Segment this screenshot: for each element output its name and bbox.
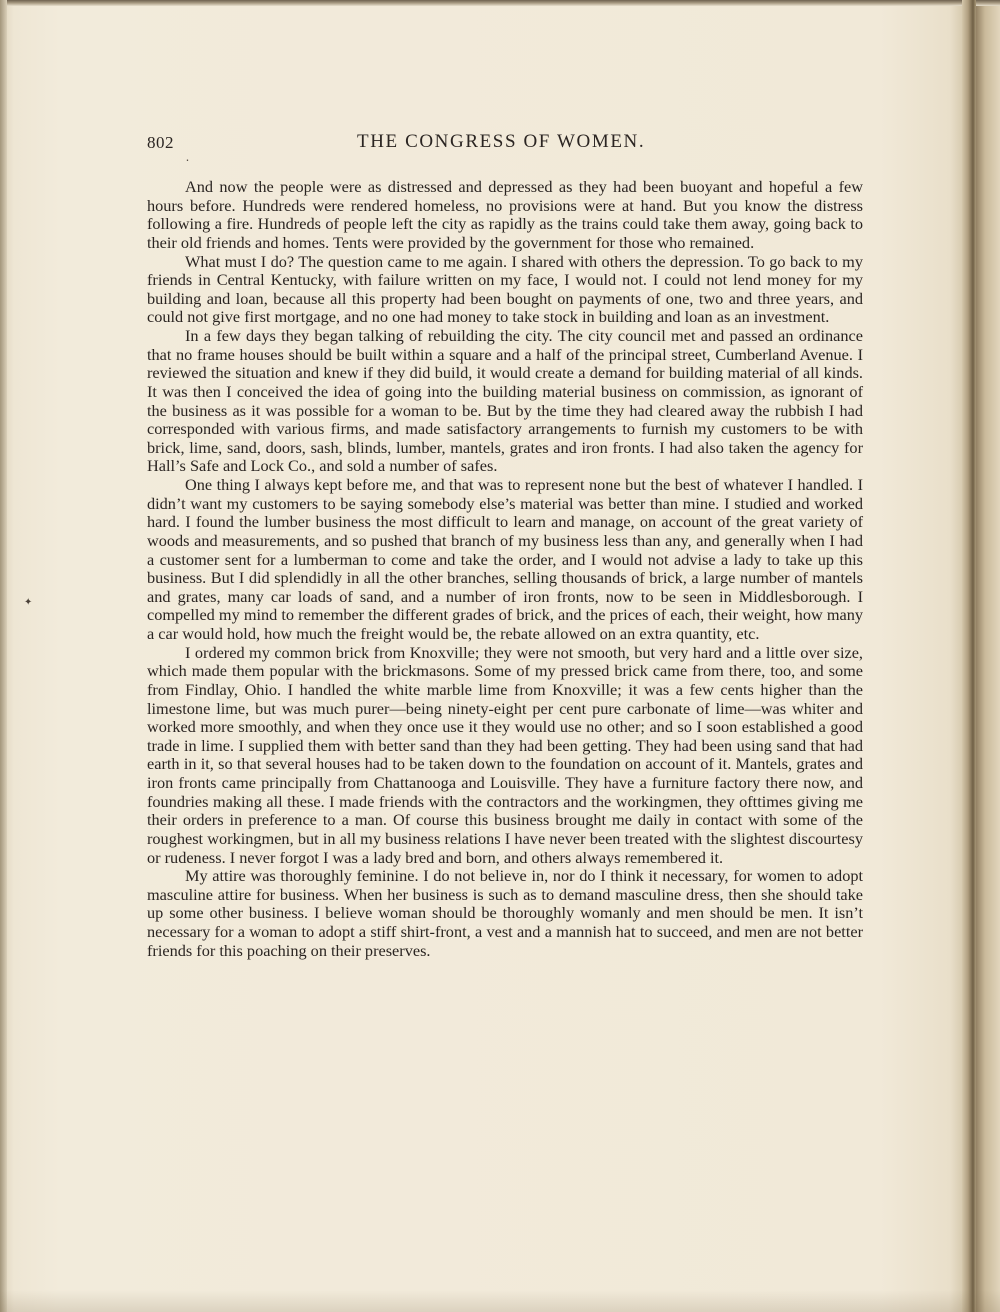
running-title: THE CONGRESS OF WOMEN. xyxy=(357,131,646,152)
paragraph: One thing I always kept before me, and that was to represent none but the best of whatever I handled. I didn’t want my customers to be saying somebody else’s material was better than mine. I studied and worked hard. I found the lumber business the most difficult to learn and manage, on account of the great variety of woods and measurements, and so pushed that branch of my business less than any, and generally when I had a customer sent for a lumberman to come and take the order, and I would not advise a lady to take up this business. But I did splendidly in all the other branches, selling thousands of brick, a large number of mantels and grates, many car loads of sand, and a number of iron fronts, now to be seen in Middlesborough. I compelled my mind to remember the different grades of brick, and the prices of each, their weight, how many a car would hold, how much the freight would be, the rebate allowed on an extra quantity, etc. xyxy=(147,475,863,643)
page-number: 802 xyxy=(147,133,174,152)
paragraph: My attire was thoroughly feminine. I do not believe in, nor do I think it necessary, for women to adopt masculine attire for business. When her business is such as to demand masculine dress, then she should take up some other business. I believe woman should be thoroughly womanly and men should be men. It isn’t necessary for a woman to adopt a stiff shirt-front, a vest and a mannish hat to succeed, and men are not better friends for this poaching on their preserves. xyxy=(147,866,863,960)
book-binding-edge xyxy=(962,0,976,1312)
paragraph: What must I do? The question came to me again. I shared with others the depression. To go back to my friends in Central Kentucky, with failure written on my face, I would not. I could not lend money for my building and loan, because all this property had been bought on payments of one, two and three years, and could not give first mortgage, and no one had money to take stock in building and loan as an investment. xyxy=(147,251,863,327)
ink-dot-mark: • xyxy=(186,158,189,164)
page-left-edge xyxy=(0,0,7,1312)
body-text xyxy=(147,178,863,960)
paragraph: I ordered my common brick from Knoxville; they were not smooth, but very hard and a little over size, which made them popular with the brickmasons. Some of my pressed brick came from there, too, and some from Findlay, Ohio. I handled the white marble lime from Knoxville; it was a few cents higher than the limestone lime, but was much purer—being ninety-eight per cent pure carbonate of lime—was whiter and worked more smoothly, and when they once use it they would use no other; and so I soon established a good trade in lime. I supplied them with better sand than they had been getting. They had been using sand that had earth in it, so that several houses had to be taken down to the foundation on account of it. Mantels, grates and iron fronts came principally from Chattanooga and Louisville. They have a furniture factory there now, and foundries making all these. I made friends with the contractors and the workingmen, they ofttimes giving me their orders in preference to a man. Of course this business brought me daily in contact with some of the roughest workingmen, but in all my business relations I have never been treated with the slightest discourtesy or rudeness. I never forgot I was a lady bred and born, and others always remembered it. xyxy=(147,642,863,867)
ink-speck-mark: ✦ xyxy=(24,597,33,608)
page-bottom-shadow xyxy=(0,1290,1000,1312)
page-top-edge xyxy=(0,0,1000,6)
paragraph: In a few days they began talking of rebuilding the city. The city council met and passed an ordinance that no frame houses should be built within a square and a half of the principal street, Cumberland Avenue. I reviewed the situation and knew if they did build, it would create a demand for building material of all kinds. It was then I conceived the idea of going into the building material business on commission, as ignorant of the business as it was possible for a woman to be. But by the time they had cleared away the rubbish I had corresponded with various firms, and made satisfactory arrangements to furnish my customers to be with brick, lime, sand, doors, sash, blinds, lumber, mantels, grates and iron fronts. I had also taken the agency for Hall’s Safe and Lock Co., and sold a number of safes. xyxy=(147,326,863,476)
paragraph: And now the people were as distressed and depressed as they had been buoyant and hopeful a few hours before. Hundreds were rendered homeless, no provisions were at hand. But you know the distress following a fire. Hundreds of people left the city as rapidly as the trains could take them away, going back to their old friends and homes. Tents were provided by the government for those who remained. xyxy=(147,177,863,252)
page-header xyxy=(147,131,863,157)
